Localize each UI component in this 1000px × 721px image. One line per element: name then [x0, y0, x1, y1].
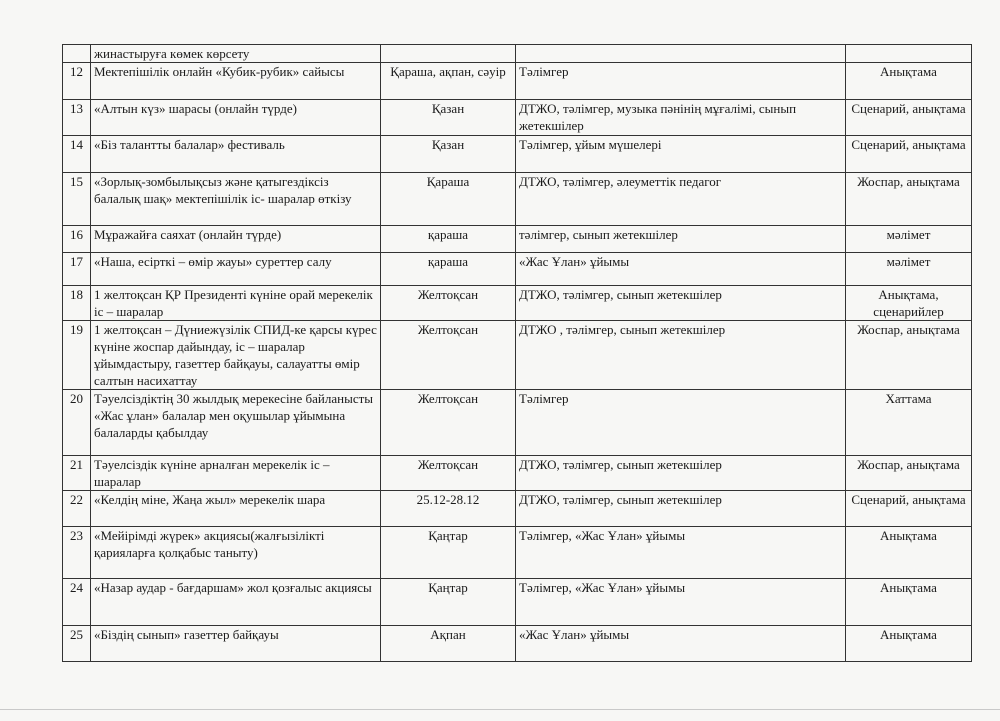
event-date: 25.12-28.12 — [381, 491, 516, 527]
row-number: 12 — [63, 63, 91, 100]
event-result: Жоспар, анықтама — [846, 173, 972, 226]
row-number: 15 — [63, 173, 91, 226]
scan-edge-line — [0, 709, 1000, 710]
row-number: 18 — [63, 286, 91, 321]
event-name: Мектепішілік онлайн «Кубик-рубик» сайысы — [91, 63, 381, 100]
event-name: «Біздің сынып» газеттер байқауы — [91, 626, 381, 662]
event-date: Қаңтар — [381, 527, 516, 579]
event-result: Анықтама — [846, 527, 972, 579]
event-result: мәлімет — [846, 253, 972, 286]
event-date — [381, 45, 516, 63]
event-responsible: ДТЖО, тәлімгер, әлеуметтік педагог — [516, 173, 846, 226]
event-responsible: Тәлімгер, ұйым мүшелері — [516, 136, 846, 173]
table-row — [63, 173, 972, 226]
event-name: «Келдің міне, Жаңа жыл» мерекелік шара — [91, 491, 381, 527]
event-name: «Біз талантты балалар» фестиваль — [91, 136, 381, 173]
event-name: «Алтын күз» шарасы (онлайн түрде) — [91, 100, 381, 136]
row-number: 14 — [63, 136, 91, 173]
event-responsible: тәлімгер, сынып жетекшілер — [516, 226, 846, 253]
event-responsible: ДТЖО, тәлімгер, музыка пәнінің мұғалімі, сынып жетекшілер — [516, 100, 846, 136]
table-row — [63, 226, 972, 253]
row-number: 25 — [63, 626, 91, 662]
event-date: Ақпан — [381, 626, 516, 662]
event-name: «Зорлық-зомбылықсыз және қатыгездіксіз балалық шақ» мектепішілік іс- шаралар өткізу — [91, 173, 381, 226]
event-result: Сценарий, анықтама — [846, 136, 972, 173]
event-result: мәлімет — [846, 226, 972, 253]
event-result: Хаттама — [846, 390, 972, 456]
event-result: Сценарий, анықтама — [846, 100, 972, 136]
table-row — [63, 253, 972, 286]
event-date: қараша — [381, 253, 516, 286]
event-responsible: Тәлімгер, «Жас Ұлан» ұйымы — [516, 527, 846, 579]
table-row — [63, 45, 972, 63]
event-responsible — [516, 45, 846, 63]
event-date: Желтоқсан — [381, 286, 516, 321]
row-number: 16 — [63, 226, 91, 253]
event-date: Қаңтар — [381, 579, 516, 626]
event-plan-table — [62, 44, 972, 662]
event-result: Анықтама, сценарийлер — [846, 286, 972, 321]
table-row — [63, 456, 972, 491]
table-row — [63, 626, 972, 662]
event-name: жинастыруға көмек көрсету — [91, 45, 381, 63]
table-row — [63, 321, 972, 390]
event-name: Мұражайға саяхат (онлайн түрде) — [91, 226, 381, 253]
event-name: «Мейірімді жүрек» акциясы(жалғызілікті қарияларға қолқабыс таныту) — [91, 527, 381, 579]
table-row — [63, 286, 972, 321]
table-row — [63, 491, 972, 527]
event-responsible: ДТЖО, тәлімгер, сынып жетекшілер — [516, 456, 846, 491]
row-number: 20 — [63, 390, 91, 456]
event-name: «Наша, есірткі – өмір жауы» суреттер салу — [91, 253, 381, 286]
table-row — [63, 136, 972, 173]
event-responsible: ДТЖО, тәлімгер, сынып жетекшілер — [516, 491, 846, 527]
row-number: 21 — [63, 456, 91, 491]
event-date: Қазан — [381, 136, 516, 173]
event-result: Анықтама — [846, 626, 972, 662]
event-name: 1 желтоқсан ҚР Президенті күніне орай мерекелік іс – шаралар — [91, 286, 381, 321]
event-result: Сценарий, анықтама — [846, 491, 972, 527]
event-name: 1 желтоқсан – Дүниежүзілік СПИД-ке қарсы күрес күніне жоспар дайындау, іс – шаралар ұйымдастыру, газеттер байқауы, салауатты өмір салтын насихаттау — [91, 321, 381, 390]
event-date: Желтоқсан — [381, 321, 516, 390]
row-number: 19 — [63, 321, 91, 390]
row-number — [63, 45, 91, 63]
event-date: Қараша, ақпан, сәуір — [381, 63, 516, 100]
table-row — [63, 579, 972, 626]
event-result — [846, 45, 972, 63]
event-responsible: ДТЖО, тәлімгер, сынып жетекшілер — [516, 286, 846, 321]
event-name: Тәуелсіздік күніне арналған мерекелік іс – шаралар — [91, 456, 381, 491]
event-result: Жоспар, анықтама — [846, 321, 972, 390]
table-row — [63, 63, 972, 100]
table-row — [63, 390, 972, 456]
event-result: Жоспар, анықтама — [846, 456, 972, 491]
event-date: Желтоқсан — [381, 456, 516, 491]
event-responsible: «Жас Ұлан» ұйымы — [516, 253, 846, 286]
row-number: 22 — [63, 491, 91, 527]
event-responsible: Тәлімгер, «Жас Ұлан» ұйымы — [516, 579, 846, 626]
event-date: Қазан — [381, 100, 516, 136]
row-number: 24 — [63, 579, 91, 626]
table-row — [63, 100, 972, 136]
event-date: Қараша — [381, 173, 516, 226]
event-date: Желтоқсан — [381, 390, 516, 456]
event-result: Анықтама — [846, 579, 972, 626]
event-result: Анықтама — [846, 63, 972, 100]
event-date: қараша — [381, 226, 516, 253]
row-number: 23 — [63, 527, 91, 579]
event-responsible: Тәлімгер — [516, 63, 846, 100]
event-name: «Назар аудар - бағдаршам» жол қозғалыс акциясы — [91, 579, 381, 626]
row-number: 17 — [63, 253, 91, 286]
table-row — [63, 527, 972, 579]
event-responsible: «Жас Ұлан» ұйымы — [516, 626, 846, 662]
event-responsible: Тәлімгер — [516, 390, 846, 456]
row-number: 13 — [63, 100, 91, 136]
event-name: Тәуелсіздіктің 30 жылдық мерекесіне байланысты «Жас ұлан» балалар мен оқушылар ұйымына балаларды қабылдау — [91, 390, 381, 456]
event-responsible: ДТЖО , тәлімгер, сынып жетекшілер — [516, 321, 846, 390]
